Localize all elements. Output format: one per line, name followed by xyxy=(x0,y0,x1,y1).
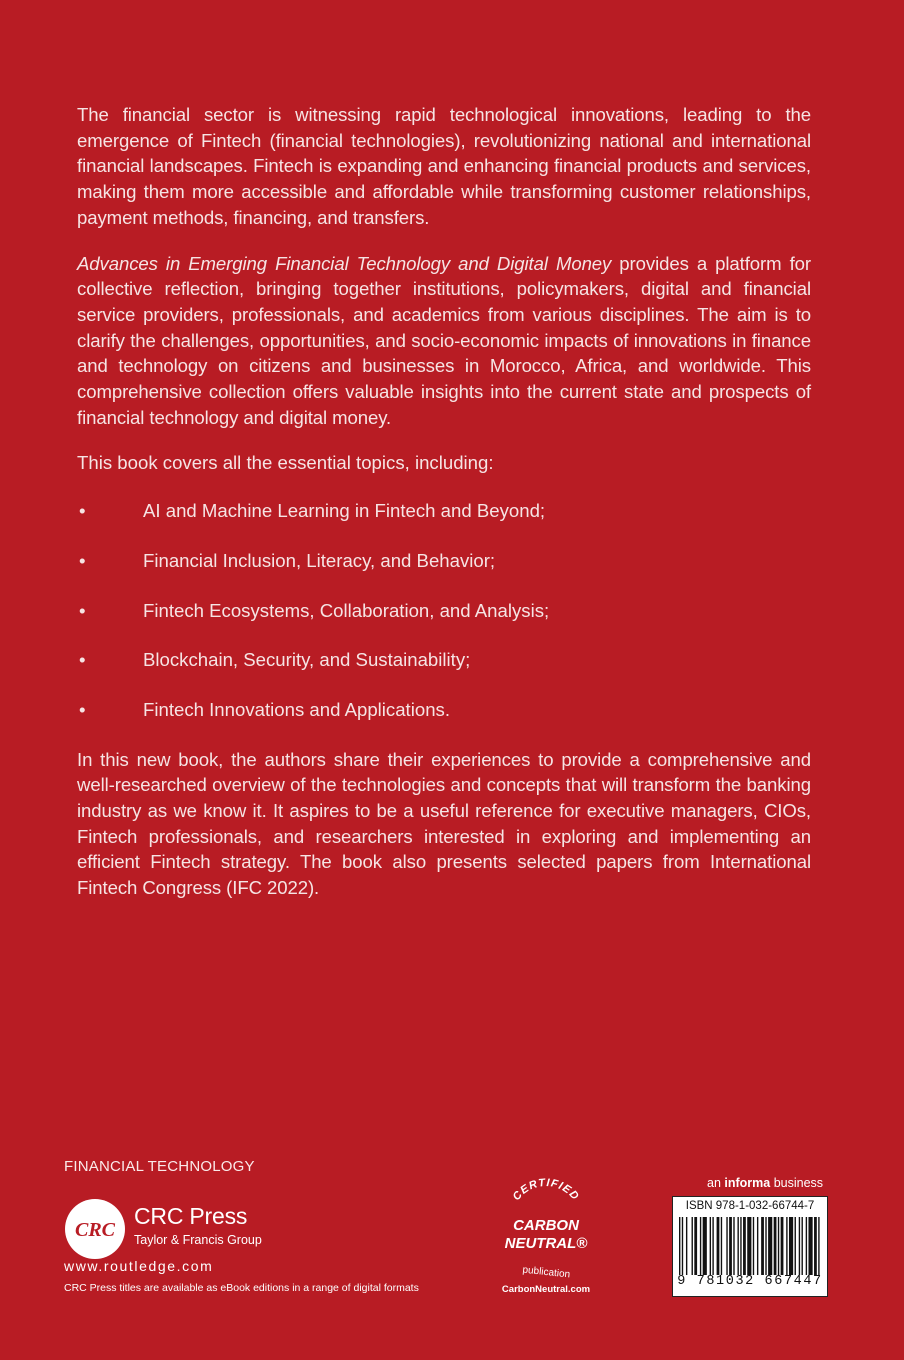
list-item: • Blockchain, Security, and Sustainability; xyxy=(77,647,811,673)
list-item: • Fintech Ecosystems, Collaboration, and Analysis; xyxy=(77,598,811,624)
carbon-neutral-logo-icon xyxy=(494,1178,598,1298)
carbon-url-text: CarbonNeutral.com xyxy=(501,1284,591,1295)
barcode-bar xyxy=(786,1217,787,1275)
barcode-bar xyxy=(682,1217,683,1275)
barcode-bar xyxy=(712,1217,713,1275)
barcode-bar xyxy=(757,1217,758,1275)
barcode-bar xyxy=(806,1217,807,1275)
barcode-bar xyxy=(686,1217,687,1275)
isbn-barcode xyxy=(672,1196,828,1297)
barcode-bar xyxy=(740,1217,741,1275)
barcode-bar xyxy=(743,1217,746,1275)
barcode-bar xyxy=(703,1217,707,1275)
topics-list xyxy=(77,498,811,723)
barcode-bar xyxy=(789,1217,793,1275)
bullet-icon: • xyxy=(79,698,86,720)
barcode-bar xyxy=(778,1217,779,1275)
barcode-bar xyxy=(700,1217,701,1275)
barcode-bar xyxy=(802,1217,803,1275)
bullet-icon: • xyxy=(79,599,86,621)
description-paragraph-3: In this new book, the authors share their experiences to provide a comprehensive and well-researched overview of the technologies and concepts that will transform the banking industry as we know it. It aspires to be a useful reference for executive managers, CIOs, Fintech professionals, and researchers interested in exploring and implementing an efficient Fintech strategy. The book also presents selected papers from International Fintech Congress (IFC 2022). xyxy=(77,748,811,899)
barcode-bar xyxy=(737,1217,738,1275)
barcode-bar xyxy=(761,1217,764,1275)
description-paragraph-1: The financial sector is witnessing rapid technological innovations, leading to the emergence of Fintech (financial technologies), revolutionizing national and international financial landscapes. Fintech is expanding and enhancing financial products and services, making them more accessible and affordable while transforming customer relationships, payment methods, financing, and transfers. xyxy=(77,104,811,228)
carbon-publication-text: publication xyxy=(521,1264,571,1281)
carbon-line1: CARBON xyxy=(513,1217,579,1234)
barcode-bar xyxy=(692,1217,693,1275)
barcode-bar xyxy=(774,1217,777,1275)
barcode-bar xyxy=(717,1217,720,1275)
crc-logo-icon xyxy=(64,1198,126,1260)
barcode-bar xyxy=(765,1217,766,1275)
barcode-bar xyxy=(726,1217,727,1275)
carbon-certified-text: CERTIFIED xyxy=(510,1178,582,1204)
carbon-line2: NEUTRAL® xyxy=(504,1235,588,1252)
series-label: FINANCIAL TECHNOLOGY xyxy=(64,1158,255,1175)
description-paragraph-2 xyxy=(77,251,811,431)
list-item: • AI and Machine Learning in Fintech and Beyond; xyxy=(77,498,811,524)
barcode-bar xyxy=(721,1217,722,1275)
svg-text:CERTIFIED xyxy=(511,1178,582,1203)
publisher-group: Taylor & Francis Group xyxy=(134,1233,262,1247)
barcode-bars-icon xyxy=(679,1217,821,1275)
bullet-icon: • xyxy=(79,549,86,571)
isbn-text: ISBN 978-1-032-66744-7 xyxy=(685,1200,815,1212)
paragraph-2-text: provides a platform for collective reflection, bringing together institutions, policymakers, digital and financial service providers, professionals, and academics from various disciplines. The aim is to clarify the challenges, opportunities, and socio-economic impacts of innovations in finance and technology on citizens and businesses in Morocco, Africa, and worldwide. This comprehensive collection offers valuable insights into the current state and prospects of financial technology and digital money. xyxy=(77,252,811,428)
barcode-bar xyxy=(733,1217,734,1275)
barcode-bar xyxy=(753,1217,754,1275)
list-item: • Fintech Innovations and Applications. xyxy=(77,697,811,723)
barcode-bar xyxy=(768,1217,772,1275)
barcode-bar xyxy=(799,1217,800,1275)
barcode-bar xyxy=(729,1217,732,1275)
publisher-url[interactable]: www.routledge.com xyxy=(64,1258,214,1274)
barcode-bar xyxy=(710,1217,711,1275)
barcode-bar xyxy=(694,1217,697,1275)
barcode-bar xyxy=(781,1217,784,1275)
ebook-note: CRC Press titles are available as eBook editions in a range of digital formats xyxy=(64,1282,419,1294)
barcode-digits: 9 781032 667447 xyxy=(677,1274,823,1289)
bullet-icon: • xyxy=(79,500,86,522)
informa-business-label: an informa business xyxy=(707,1176,824,1190)
list-item: • Financial Inclusion, Literacy, and Behavior; xyxy=(77,548,811,574)
back-cover-text xyxy=(77,102,811,921)
barcode-bar xyxy=(814,1217,817,1275)
publisher-name: CRC Press xyxy=(134,1203,248,1229)
barcode-bar xyxy=(795,1217,796,1275)
barcode-bar xyxy=(818,1217,819,1275)
bullet-icon: • xyxy=(79,649,86,671)
topics-intro: This book covers all the essential topics, including: xyxy=(77,452,494,474)
book-title-italic: Advances in Emerging Financial Technology and Digital Money xyxy=(77,252,612,274)
barcode-bar xyxy=(808,1217,812,1275)
crc-logo-text: CRC xyxy=(74,1219,116,1241)
barcode-bar xyxy=(679,1217,680,1275)
barcode-bar xyxy=(747,1217,751,1275)
